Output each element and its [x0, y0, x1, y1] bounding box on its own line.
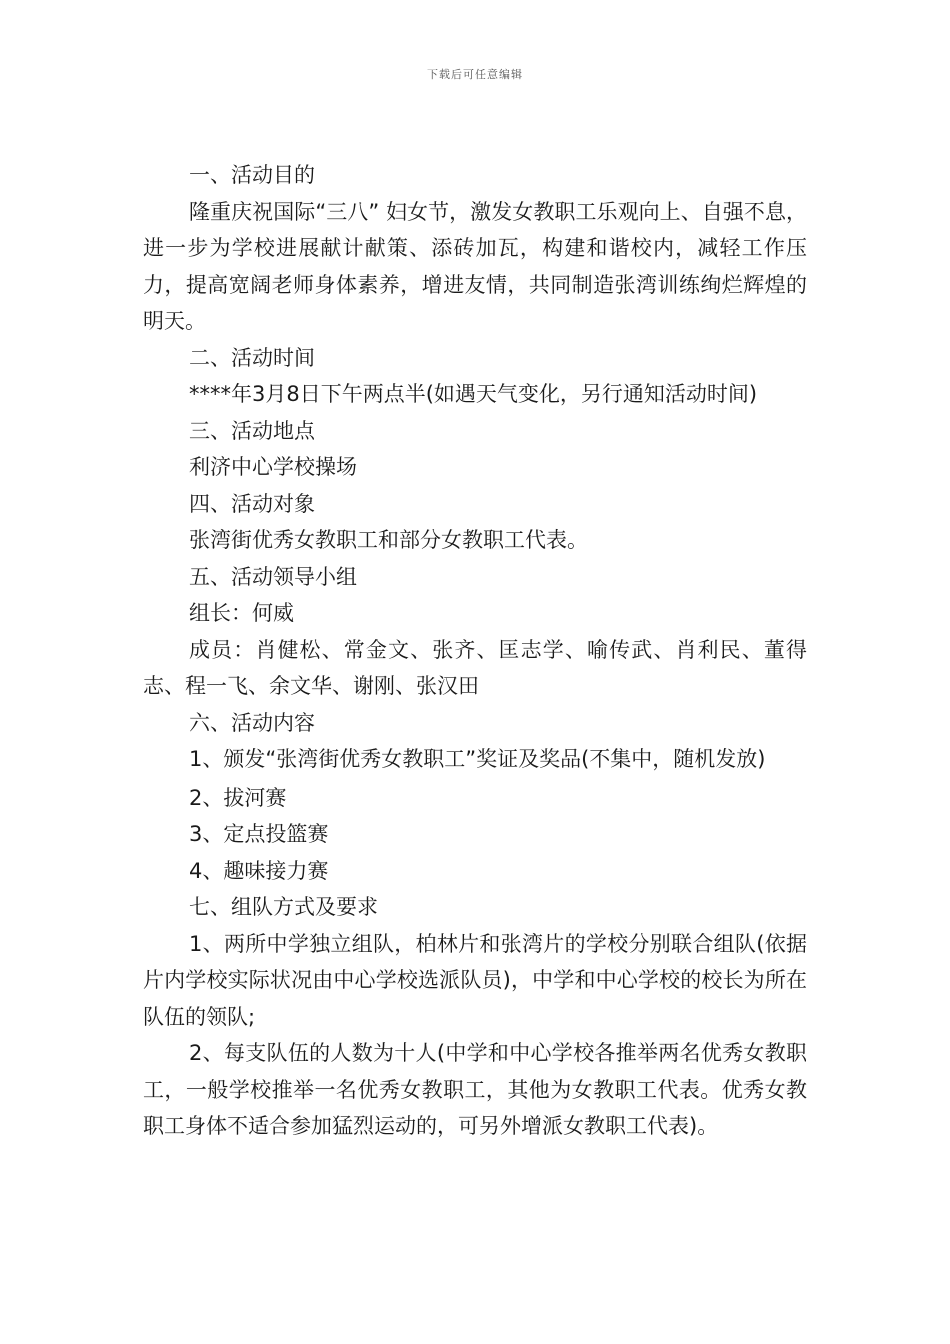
section-6-heading: 六、活动内容 — [189, 710, 315, 735]
section-7-item: 2、每支队伍的人数为十人(中学和中心学校各推举两名优秀女教职工，一般学校推举一名优秀女教职工，其他为女教职工代表。优秀女教职工身体不适合参加猛烈运动的，可另外增派女教职工代表)。 — [143, 1041, 807, 1138]
page-header: 下载后可任意编辑 — [427, 68, 523, 81]
section-7-heading: 七、组队方式及要求 — [189, 895, 378, 919]
section-3-paragraph: 利济中心学校操场 — [189, 455, 357, 479]
document-body — [143, 157, 807, 1145]
section-3-heading: 三、活动地点 — [189, 418, 315, 443]
section-5-members: 成员：肖健松、常金文、张齐、匡志学、喻传武、肖利民、董得志、程一飞、余文华、谢刚、张汉田 — [143, 637, 807, 698]
section-6-item: 3、定点投篮赛 — [189, 822, 329, 846]
section-7-item: 1、两所中学独立组队，柏林片和张湾片的学校分别联合组队(依据片内学校实际状况由中心学校选派队员)，中学和中心学校的校长为所在队伍的领队; — [143, 931, 807, 1029]
section-1-paragraph: 隆重庆祝国际“三八” 妇女节，激发女教职工乐观向上、自强不息，进一步为学校进展献计献策、添砖加瓦，构建和谐校内，减轻工作压力，提高宽阔老师身体素养，增进友情，共同制造张湾训练绚烂辉煌的明天。 — [143, 199, 807, 333]
section-5-heading: 五、活动领导小组 — [189, 564, 357, 589]
section-6-item: 1、颁发“张湾街优秀女教职工”奖证及奖品(不集中，随机发放) — [189, 747, 766, 771]
section-6-item: 4、趣味接力赛 — [189, 858, 329, 883]
section-5-leader: 组长：何威 — [189, 601, 294, 625]
section-4-heading: 四、活动对象 — [189, 491, 315, 516]
section-2-paragraph: ****年3月8日下午两点半(如遇天气变化，另行通知活动时间) — [189, 382, 758, 406]
section-4-paragraph: 张湾街优秀女教职工和部分女教职工代表。 — [189, 528, 588, 552]
section-1-heading: 一、活动目的 — [189, 163, 315, 187]
section-2-heading: 二、活动时间 — [189, 345, 315, 370]
section-6-item: 2、拔河赛 — [189, 785, 287, 810]
